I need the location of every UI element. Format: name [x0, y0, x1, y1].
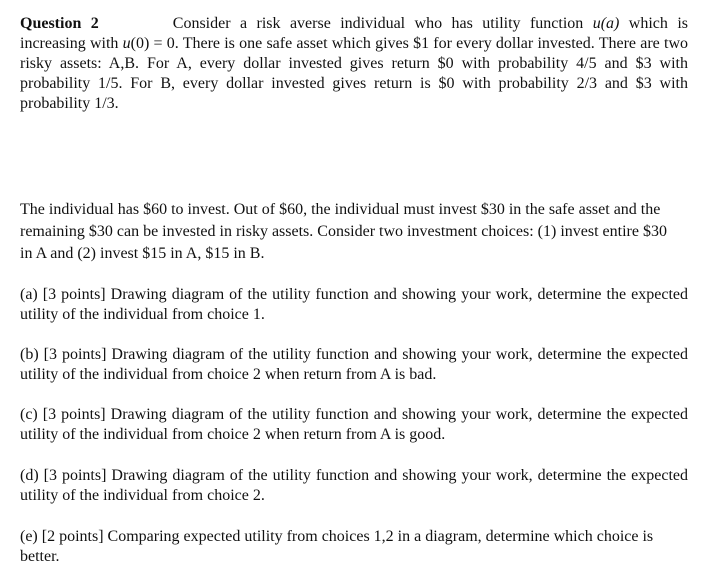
investment-setup: The individual has $60 to invest. Out of $60, the individual must invest $30 in the safe asset and the remaining $30 can be invested in risky assets. Consider two investment choices: (1) invest entire $30 in A and (2) invest $15 in A, $15 in B.: [20, 201, 667, 262]
part-b: (b) [3 points] Drawing diagram of the utility function and showing your work, determine the expected utility of the individual from choice 2 when return from A is bad.: [20, 346, 688, 383]
intro-text-3: (0) = 0. There is one safe asset which gives $1 for every dollar invested. There are two risky assets: A,B. For A, every dollar invested gives return $0 with probability 4/5 and $3 with probability 1/5. For B, every dollar invested gives return is $0 with probability 2/3 and $3 with probability 1/3.: [20, 35, 688, 112]
part-e: (e) [2 points] Comparing expected utility from choices 1,2 in a diagram, determine which choice is better.: [20, 528, 654, 565]
part-c: (c) [3 points] Drawing diagram of the utility function and showing your work, determine the expected utility of the individual from choice 2 when return from A is good.: [20, 406, 688, 443]
part-a: (a) [3 points] Drawing diagram of the utility function and showing your work, determine the expected utility of the individual from choice 1.: [20, 286, 688, 323]
utility-function-at-zero: u: [122, 35, 131, 52]
question-label: Question 2: [20, 15, 99, 32]
question-intro: [20, 14, 688, 114]
intro-text-1: Consider a risk averse individual who has utility function: [172, 15, 593, 32]
part-d: (d) [3 points] Drawing diagram of the utility function and showing your work, determine the expected utility of the individual from choice 2.: [20, 467, 688, 504]
utility-function: u(a): [592, 15, 620, 32]
intro-text-2: which is increasing with: [20, 15, 689, 52]
